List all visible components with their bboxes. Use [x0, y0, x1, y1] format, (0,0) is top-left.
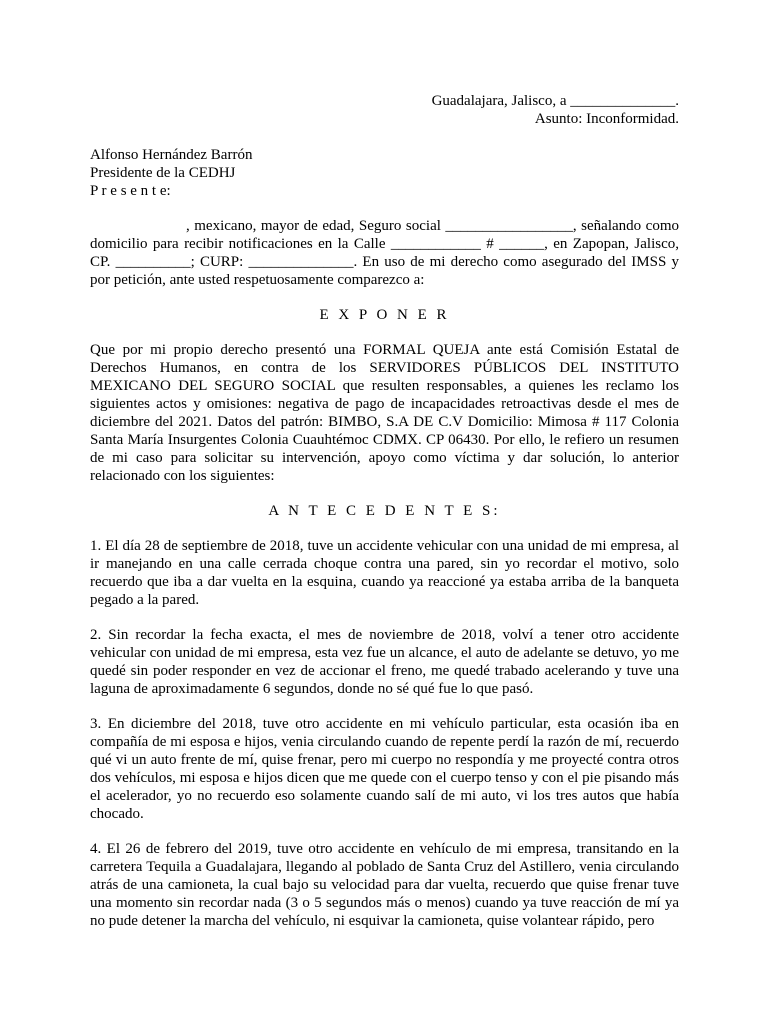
intro-paragraph — [90, 217, 679, 289]
document-page — [90, 92, 679, 930]
recipient-name: Alfonso Hernández Barrón — [90, 147, 253, 163]
antecedente-item-2: 2. Sin recordar la fecha exacta, el mes de noviembre de 2018, volví a tener otro accidente vehicular con unidad de mi empresa, esta vez fue un alcance, el auto de adelante se detuvo, yo me quedé sin poder responder en vez de accionar el freno, me quedé trabado acelerando y tuve una laguna de aproximadamente 6 segundos, donde no sé qué fue lo que pasó. — [90, 627, 679, 697]
antecedente-item-1: 1. El día 28 de septiembre de 2018, tuve un accidente vehicular con una unidad de mi empresa, al ir manejando en una calle cerrada choque contra una pared, sin yo recordar el motivo, solo recuerdo que iba a dar vuelta en la esquina, cuando ya reaccioné ya estaba arriba de la banqueta pegado a la pared. — [90, 538, 679, 608]
intro-text: , mexicano, mayor de edad, Seguro social _________________, señalando como domicilio para recibir notificaciones en la Calle ____________ # ______, en Zapopan, Jalisco, CP. __________; CURP: ______________. En uso de mi derecho como asegurado del IMSS y por petición, ante usted respetuosamente comparezco a: — [90, 218, 679, 288]
exponer-heading: E X P O N E R — [319, 307, 450, 323]
recipient-title: Presidente de la CEDHJ — [90, 165, 236, 181]
antecedentes-heading: A N T E C E D E N T E S: — [268, 503, 501, 519]
date-line: Guadalajara, Jalisco, a ______________. — [431, 93, 679, 109]
presente-line: P r e s e n t e: — [90, 183, 171, 199]
antecedente-item-4: 4. El 26 de febrero del 2019, tuve otro accidente en vehículo de mi empresa, transitando en la carretera Tequila a Guadalajara, llegando al poblado de Santa Cruz del Astillero, venia circulando atrás de una camioneta, la cual bajo su velocidad para dar vuelta, recuerdo que quise frenar tuve una momento sin recordar nada (3 o 5 segundos más o menos) cuando ya tuve reacción de mí ya no pude detener la marcha del vehículo, ni esquivar la camioneta, quise volantear rápido, pero — [90, 841, 679, 929]
exponer-paragraph: Que por mi propio derecho presentó una FORMAL QUEJA ante está Comisión Estatal de Derechos Humanos, en contra de los SERVIDORES PÚBLICOS DEL INSTITUTO MEXICANO DEL SEGURO SOCIAL que resulten responsables, a quienes les reclamo los siguientes actos y omisiones: negativa de pago de incapacidades retroactivas desde el mes de diciembre del 2021. Datos del patrón: BIMBO, S.A DE C.V Domicilio: Mimosa # 117 Colonia Santa María Insurgentes Colonia Cuauhtémoc CDMX. CP 06430. Por ello, le refiero un resumen de mi caso para solicitar su intervención, apoyo como víctima y dar solución, lo anterior relacionado con los siguientes: — [90, 342, 679, 484]
antecedente-item-3: 3. En diciembre del 2018, tuve otro accidente en mi vehículo particular, esta ocasión iba en compañía de mi esposa e hijos, venia circulando cuando de repente perdí la razón de mí, recuerdo qué vi un auto frente de mí, quise frenar, pero mi cuerpo no respondía y me proyecté contra otros dos vehículos, mi esposa e hijos dicen que me quede con el cuerpo tenso y con el pie pisando más el acelerador, yo no recuerdo eso solamente cuando salí de mi auto, vi los tres autos que había chocado. — [90, 716, 679, 822]
subject-line: Asunto: Inconformidad. — [534, 111, 679, 127]
